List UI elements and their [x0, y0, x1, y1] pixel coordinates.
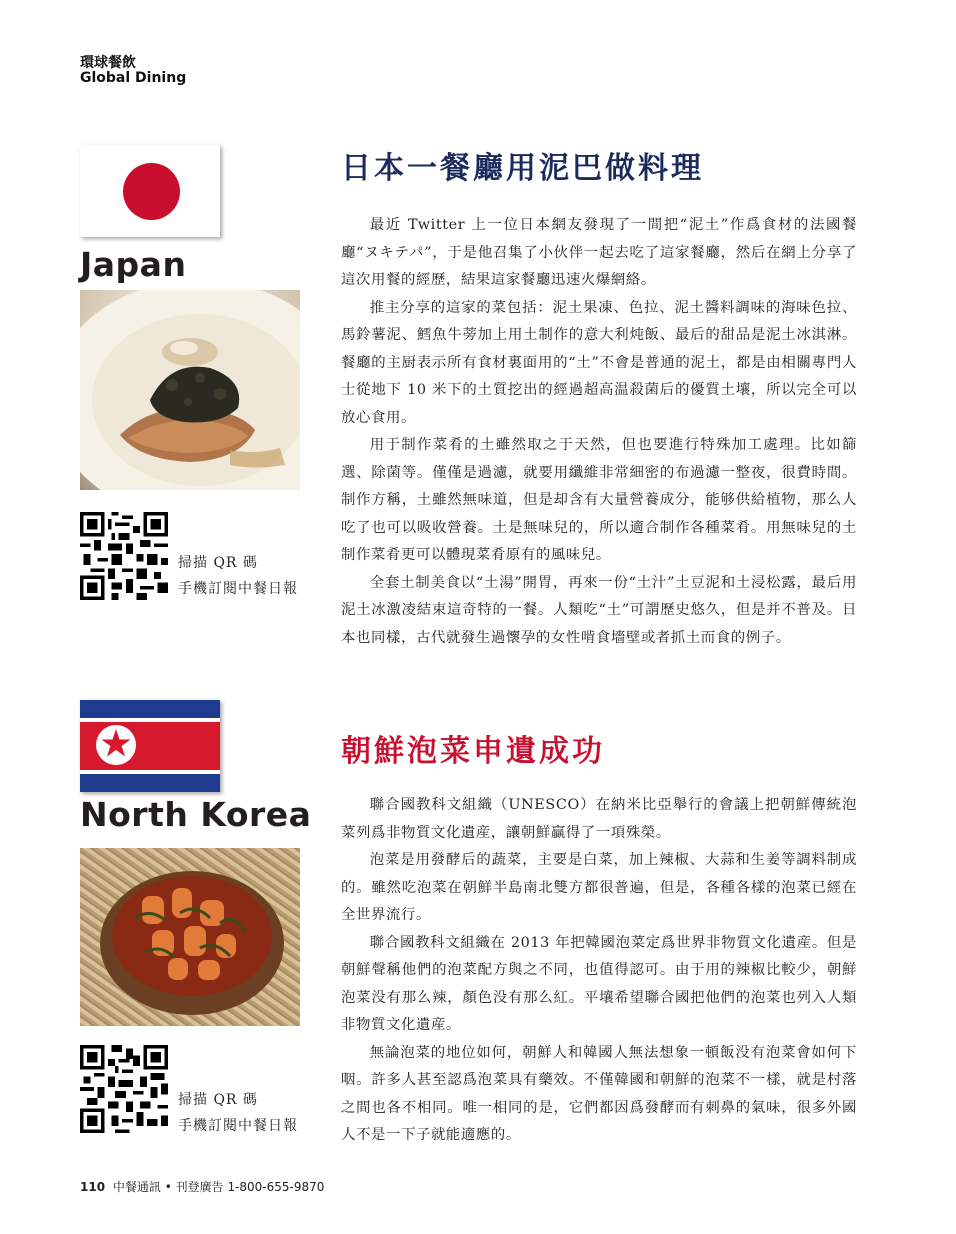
- japan-dish-photo: [80, 290, 300, 490]
- article-paragraph: 無論泡菜的地位如何，朝鮮人和韓國人無法想象一頓飯没有泡菜會如何下咽。許多人甚至認爲泡菜具有藥效。不僅韓國和朝鮮的泡菜不一樣，就是村落之間也各不相同。唯一相同的是，它們都因爲發酵而有刺鼻的氣味，很多外國人不是一下子就能適應的。: [341, 1044, 857, 1143]
- japan-article: [341, 212, 857, 652]
- page-footer: [80, 1178, 324, 1195]
- article-paragraph: 最近 Twitter 上一位日本網友發現了一間把“泥土”作爲食材的法國餐廳“ヌキテパ”，于是他召集了小伙伴一起去吃了這家餐廳，然后在網上分享了這次用餐的經歷，結果這家餐廳迅速火爆網絡。: [341, 217, 857, 288]
- country-name-north-korea: North Korea: [80, 795, 312, 834]
- article-paragraph: 全套土制美食以“土湯”開胃，再來一份“土汁”土豆泥和土浸松露，最后用泥土冰激凌結束這奇特的一餐。人類吃“土”可謂歷史悠久，但是并不普及。日本也同樣，古代就發生過懷孕的女性啃食墻壁或者抓土而食的例子。: [341, 574, 857, 646]
- japan-headline: 日本一餐廳用泥巴做料理: [341, 151, 704, 186]
- north-korea-headline: 朝鮮泡菜申遺成功: [341, 734, 605, 769]
- qr-caption-line1: 掃描 QR 碼: [178, 555, 258, 571]
- qr-caption-line2: 手機訂閱中餐日報: [178, 581, 298, 597]
- footer-phone: 1-800-655-9870: [227, 1180, 325, 1194]
- north-korea-flag: [80, 700, 220, 792]
- country-name-japan: Japan: [80, 245, 187, 284]
- article-paragraph: 聯合國教科文組織在 2013 年把韓國泡菜定爲世界非物質文化遺産。但是朝鮮聲稱他們的泡菜配方與之不同，也值得認可。由于用的辣椒比較少，朝鮮泡菜没有那么辣，顏色没有那么紅。平壤希望聯合國把他們的泡菜也列入人類非物質文化遺産。: [341, 934, 857, 1033]
- qr-code: [80, 512, 168, 600]
- section-label-chinese: 環球餐飲: [80, 55, 136, 71]
- qr-caption: [178, 550, 298, 602]
- page-number: 110: [80, 1180, 106, 1194]
- section-label-english: Global Dining: [80, 70, 187, 86]
- kimchi-photo: [80, 848, 300, 1026]
- japan-flag: [80, 145, 220, 237]
- qr-caption: [178, 1087, 298, 1139]
- article-paragraph: 用于制作菜肴的土雖然取之于天然，但也要進行特殊加工處理。比如篩選、除菌等。僅僅是過濾，就要用纖維非常細密的布過濾一整夜，很費時間。制作方稱，土雖然無味道，但是却含有大量營養成分，能够供給植物，那么人吃了也可以吸收營養。土是無味兒的，所以適合制作各種菜肴。用無味兒的土制作菜肴更可以體現菜肴原有的風味兒。: [341, 437, 857, 563]
- article-paragraph: 泡菜是用發酵后的蔬菜，主要是白菜，加上辣椒、大蒜和生姜等調料制成的。雖然吃泡菜在朝鮮半島南北雙方都很普遍，但是，各種各樣的泡菜已經在全世界流行。: [341, 852, 857, 923]
- footer-text: 中餐通訊 • 刊登廣告: [112, 1180, 224, 1194]
- north-korea-article: [341, 792, 857, 1150]
- article-paragraph: 聯合國教科文組織（UNESCO）在納米比亞舉行的會議上把朝鮮傳統泡菜列爲非物質文化遺産，讓朝鮮贏得了一項殊榮。: [341, 797, 857, 841]
- qr-caption-line2: 手機訂閱中餐日報: [178, 1118, 298, 1134]
- article-paragraph: 推主分享的這家的菜包括：泥土果凍、色拉、泥土醬料調味的海味色拉、馬鈴薯泥、鱈魚牛蒡加上用土制作的意大利炖飯、最后的甜品是泥土冰淇淋。餐廳的主厨表示所有食材裏面用的“土”不會是普通的泥土，都是由相關專門人士從地下 10 米下的土質挖出的經過超高温殺菌后的優質土壤，所以完全可以放心食用。: [341, 299, 857, 426]
- qr-code: [80, 1045, 168, 1133]
- qr-caption-line1: 掃描 QR 碼: [178, 1092, 258, 1108]
